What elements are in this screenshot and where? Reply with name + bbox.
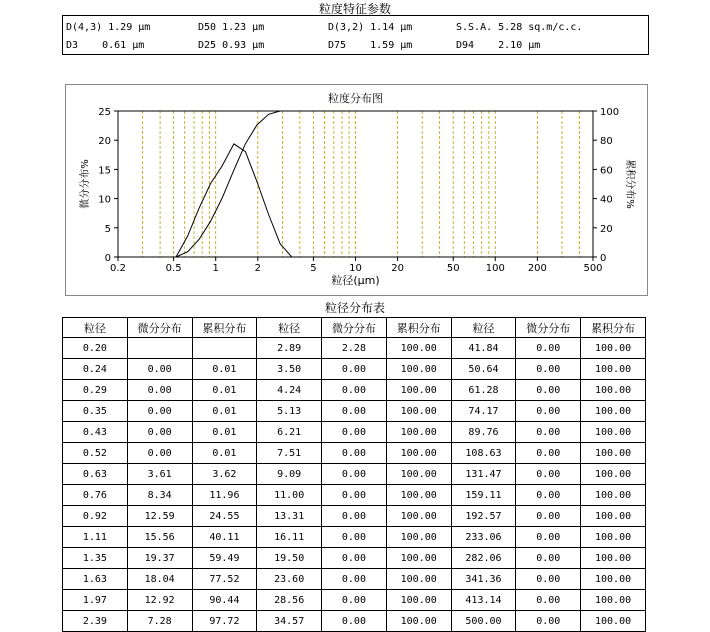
x-tick-label: 10: [349, 263, 362, 274]
table-cell: 100.00: [386, 569, 451, 590]
table-cell: [192, 338, 257, 359]
x-tick-label: 2: [254, 263, 261, 274]
table-cell: 19.50: [257, 548, 322, 569]
table-cell: 24.55: [192, 506, 257, 527]
table-cell: 100.00: [386, 527, 451, 548]
table-cell: 100.00: [386, 443, 451, 464]
table-cell: 1.35: [63, 548, 128, 569]
table-row: [63, 569, 646, 590]
table-cell: 2.39: [63, 611, 128, 632]
table-cell: 100.00: [386, 506, 451, 527]
x-tick-label: 20: [391, 263, 404, 274]
table-cell: 0.00: [516, 506, 581, 527]
column-header: 微分分布: [127, 318, 192, 338]
table-cell: 0.00: [516, 611, 581, 632]
table-cell: 19.37: [127, 548, 192, 569]
table-cell: 282.06: [451, 548, 516, 569]
table-cell: 0.29: [63, 380, 128, 401]
table-cell: 100.00: [386, 464, 451, 485]
table-cell: 18.04: [127, 569, 192, 590]
y-right-tick-label: 40: [600, 194, 613, 206]
x-tick-label: 0.5: [165, 263, 182, 274]
y-right-tick-label: 100: [600, 107, 620, 118]
table-cell: 100.00: [386, 422, 451, 443]
table-cell: 0.43: [63, 422, 128, 443]
table-cell: 7.28: [127, 611, 192, 632]
param-d25: D25 0.93 μm: [198, 40, 265, 51]
table-cell: 0.00: [322, 485, 387, 506]
table-cell: 0.01: [192, 359, 257, 380]
table-cell: 192.57: [451, 506, 516, 527]
table-cell: 50.64: [451, 359, 516, 380]
y-left-tick-label: 10: [98, 194, 111, 206]
table-cell: 100.00: [386, 485, 451, 506]
table-cell: 100.00: [386, 338, 451, 359]
table-cell: 100.00: [386, 611, 451, 632]
table-cell: 108.63: [451, 443, 516, 464]
table-cell: 100.00: [581, 443, 646, 464]
table-cell: 34.57: [257, 611, 322, 632]
table-cell: 3.50: [257, 359, 322, 380]
table-row: [63, 422, 646, 443]
table-cell: 0.92: [63, 506, 128, 527]
table-cell: 61.28: [451, 380, 516, 401]
x-tick-label: 0.2: [110, 263, 126, 274]
table-row: [63, 506, 646, 527]
table-cell: 0.00: [322, 443, 387, 464]
table-cell: 0.00: [516, 464, 581, 485]
table-cell: 0.00: [322, 506, 387, 527]
table-cell: 28.56: [257, 590, 322, 611]
table-cell: 0.00: [322, 590, 387, 611]
table-cell: 13.31: [257, 506, 322, 527]
table-cell: 100.00: [386, 401, 451, 422]
table-cell: 233.06: [451, 527, 516, 548]
table-cell: 0.00: [322, 359, 387, 380]
table-cell: [127, 338, 192, 359]
table-cell: 8.34: [127, 485, 192, 506]
table-cell: 0.00: [516, 359, 581, 380]
table-cell: 100.00: [581, 506, 646, 527]
table-cell: 1.97: [63, 590, 128, 611]
param-d50: D50 1.23 μm: [198, 22, 265, 33]
column-header: 微分分布: [516, 318, 581, 338]
y-left-tick-label: 15: [98, 165, 111, 177]
table-cell: 9.09: [257, 464, 322, 485]
y-right-tick-label: 0: [600, 253, 607, 264]
cumulative-series-line: [176, 111, 292, 257]
params-box: [62, 15, 649, 55]
table-cell: 0.00: [127, 401, 192, 422]
x-tick-label: 50: [446, 263, 460, 274]
table-cell: 100.00: [581, 338, 646, 359]
table-row: [63, 443, 646, 464]
y-left-tick-label: 5: [104, 223, 111, 235]
y-left-tick-label: 20: [98, 136, 111, 148]
param-d43: D(4,3) 1.29 μm: [66, 22, 151, 33]
table-cell: 100.00: [581, 548, 646, 569]
x-tick-label: 5: [310, 263, 317, 274]
column-header: 累积分布: [192, 318, 257, 338]
differential-series-line: [176, 144, 292, 257]
distribution-chart: [66, 85, 649, 297]
table-cell: 0.00: [516, 527, 581, 548]
table-cell: 0.01: [192, 443, 257, 464]
table-cell: 131.47: [451, 464, 516, 485]
table-cell: 0.00: [322, 569, 387, 590]
param-d32: D(3,2) 1.14 μm: [328, 22, 413, 33]
y-left-tick-label: 25: [98, 107, 111, 118]
table-title: 粒径分布表: [324, 301, 385, 315]
table-cell: 12.59: [127, 506, 192, 527]
column-header: 累积分布: [386, 318, 451, 338]
table-cell: 413.14: [451, 590, 516, 611]
table-cell: 6.21: [257, 422, 322, 443]
table-row: [63, 338, 646, 359]
table-cell: 41.84: [451, 338, 516, 359]
table-cell: 0.00: [516, 569, 581, 590]
table-cell: 16.11: [257, 527, 322, 548]
table-cell: 100.00: [581, 590, 646, 611]
table-cell: 0.00: [516, 380, 581, 401]
table-cell: 100.00: [386, 359, 451, 380]
table-cell: 100.00: [581, 380, 646, 401]
table-cell: 500.00: [451, 611, 516, 632]
table-cell: 3.61: [127, 464, 192, 485]
param-ssa: S.S.A. 5.28 sq.m/c.c.: [456, 22, 583, 33]
column-header: 粒径: [63, 318, 128, 338]
table-row: [63, 485, 646, 506]
table-cell: 100.00: [386, 380, 451, 401]
table-row: [63, 359, 646, 380]
table-cell: 0.01: [192, 422, 257, 443]
table-cell: 0.24: [63, 359, 128, 380]
table-cell: 0.63: [63, 464, 128, 485]
table-cell: 0.01: [192, 380, 257, 401]
table-cell: 0.00: [322, 548, 387, 569]
table-cell: 89.76: [451, 422, 516, 443]
table-header-row: [63, 318, 646, 338]
table-cell: 0.00: [127, 380, 192, 401]
x-tick-label: 200: [527, 263, 547, 274]
x-tick-label: 100: [485, 263, 505, 274]
table-cell: 97.72: [192, 611, 257, 632]
table-cell: 23.60: [257, 569, 322, 590]
param-d75: D75 1.59 μm: [328, 40, 413, 51]
table-cell: 40.11: [192, 527, 257, 548]
table-cell: 0.00: [322, 464, 387, 485]
table-cell: 0.00: [516, 422, 581, 443]
x-tick-label: 1: [212, 263, 219, 274]
table-cell: 2.89: [257, 338, 322, 359]
table-cell: 5.13: [257, 401, 322, 422]
table-cell: 0.76: [63, 485, 128, 506]
table-cell: 0.00: [516, 401, 581, 422]
table-cell: 77.52: [192, 569, 257, 590]
table-cell: 0.00: [516, 443, 581, 464]
param-d94: D94 2.10 μm: [456, 40, 541, 51]
table-cell: 12.92: [127, 590, 192, 611]
table-cell: 0.35: [63, 401, 128, 422]
table-cell: 100.00: [581, 569, 646, 590]
table-cell: 100.00: [386, 548, 451, 569]
table-row: [63, 548, 646, 569]
table-cell: 0.01: [192, 401, 257, 422]
param-d3: D3 0.61 μm: [66, 40, 145, 51]
table-row: [63, 527, 646, 548]
table-cell: 90.44: [192, 590, 257, 611]
table-cell: 0.00: [322, 401, 387, 422]
y-right-tick-label: 80: [600, 136, 613, 148]
table-cell: 0.00: [322, 380, 387, 401]
y-right-tick-label: 60: [600, 165, 613, 177]
table-cell: 74.17: [451, 401, 516, 422]
table-cell: 100.00: [581, 611, 646, 632]
params-title: 粒度特征参数: [318, 2, 391, 16]
table-cell: 159.11: [451, 485, 516, 506]
x-axis-label: 粒径(μm): [331, 274, 380, 287]
table-cell: 0.00: [516, 485, 581, 506]
table-cell: 2.28: [322, 338, 387, 359]
y-left-tick-label: 0: [104, 253, 111, 264]
table-row: [63, 590, 646, 611]
table-cell: 59.49: [192, 548, 257, 569]
table-cell: 0.00: [322, 422, 387, 443]
table-cell: 4.24: [257, 380, 322, 401]
table-cell: 100.00: [386, 590, 451, 611]
table-cell: 100.00: [581, 359, 646, 380]
table-cell: 11.96: [192, 485, 257, 506]
table-cell: 0.20: [63, 338, 128, 359]
y-right-tick-label: 20: [600, 223, 613, 235]
table-cell: 0.00: [516, 548, 581, 569]
table-row: [63, 401, 646, 422]
table-cell: 0.00: [127, 422, 192, 443]
table-cell: 7.51: [257, 443, 322, 464]
table-row: [63, 464, 646, 485]
x-tick-label: 500: [583, 263, 603, 274]
table-cell: 0.00: [322, 611, 387, 632]
chart-panel: [65, 84, 648, 296]
table-cell: 100.00: [581, 485, 646, 506]
distribution-table: [62, 317, 646, 632]
column-header: 微分分布: [322, 318, 387, 338]
table-cell: 1.63: [63, 569, 128, 590]
table-cell: 0.00: [516, 338, 581, 359]
table-cell: 100.00: [581, 422, 646, 443]
table-cell: 100.00: [581, 527, 646, 548]
table-row: [63, 380, 646, 401]
table-cell: 0.00: [322, 527, 387, 548]
table-cell: 341.36: [451, 569, 516, 590]
column-header: 累积分布: [581, 318, 646, 338]
table-cell: 3.62: [192, 464, 257, 485]
table-cell: 0.00: [127, 359, 192, 380]
table-cell: 1.11: [63, 527, 128, 548]
column-header: 粒径: [257, 318, 322, 338]
table-cell: 0.00: [127, 443, 192, 464]
table-cell: 15.56: [127, 527, 192, 548]
table-cell: 0.52: [63, 443, 128, 464]
column-header: 粒径: [451, 318, 516, 338]
chart-title: 粒度分布图: [328, 92, 383, 105]
table-cell: 11.00: [257, 485, 322, 506]
table-cell: 100.00: [581, 401, 646, 422]
y-left-axis-label: 微分分布%: [80, 159, 91, 209]
table-cell: 0.00: [516, 590, 581, 611]
table-cell: 100.00: [581, 464, 646, 485]
table-row: [63, 611, 646, 632]
y-right-axis-label: 累积分布%: [624, 159, 635, 209]
